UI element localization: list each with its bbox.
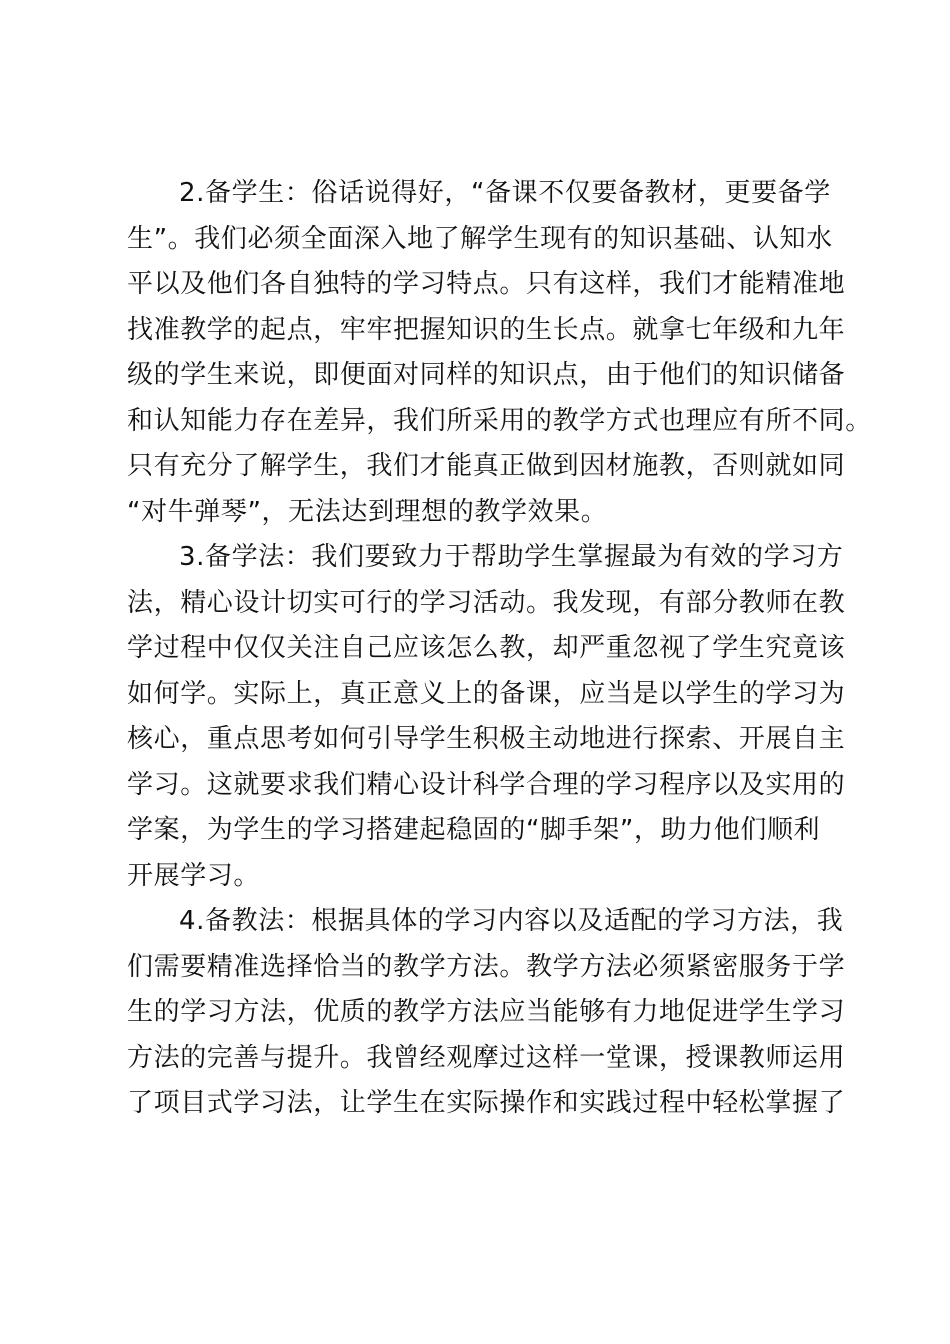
text-line: 了项目式学习法，让学生在实际操作和实践过程中轻松掌握了: [127, 1088, 846, 1118]
text-line: 级的学生来说，即便面对同样的知识点，由于他们的知识储备: [127, 360, 846, 390]
text-line: 核心，重点思考如何引导学生积极主动地进行探索、开展自主: [127, 724, 846, 754]
text-line: 2.备学生：俗话说得好，“备课不仅要备教材，更要备学: [179, 178, 831, 208]
paragraph-bei-xuesheng: [127, 171, 872, 535]
paragraph-bei-xuefa: [127, 535, 846, 899]
paragraph-bei-jiaofa: [127, 899, 846, 1127]
document-body: [127, 171, 872, 1127]
text-line: 开展学习。: [127, 860, 261, 891]
text-line: 方法的完善与提升。我曾经观摩过这样一堂课，授课教师运用: [127, 1042, 846, 1073]
text-line: 3.备学法：我们要致力于帮助学生掌握最为有效的学习方: [179, 542, 844, 572]
text-line: 们需要精准选择恰当的教学方法。教学方法必须紧密服务于学: [127, 951, 846, 982]
text-line: “对牛弹琴”，无法达到理想的教学效果。: [127, 496, 608, 527]
text-line: 找准教学的起点，牢牢把握知识的生长点。就拿七年级和九年: [127, 314, 846, 345]
text-line: 学过程中仅仅关注自己应该怎么教，却严重忽视了学生究竟该: [127, 633, 846, 663]
text-line: 4.备教法：根据具体的学习内容以及适配的学习方法，我: [179, 906, 844, 936]
text-line: 如何学。实际上，真正意义上的备课，应当是以学生的学习为: [127, 678, 846, 709]
text-line: 学案，为学生的学习搭建起稳固的“脚手架”，助力他们顺利: [127, 815, 821, 845]
text-line: 法，精心设计切实可行的学习活动。我发现，有部分教师在教: [127, 587, 846, 618]
text-line: 平以及他们各自独特的学习特点。只有这样，我们才能精准地: [127, 269, 846, 299]
text-line: 生”。我们必须全面深入地了解学生现有的知识基础、认知水: [127, 223, 833, 254]
text-line: 和认知能力存在差异，我们所采用的教学方式也理应有所不同。: [127, 405, 872, 436]
text-line: 生的学习方法，优质的教学方法应当能够有力地促进学生学习: [127, 997, 846, 1027]
text-line: 只有充分了解学生，我们才能真正做到因材施教，否则就如同: [127, 451, 846, 481]
text-line: 学习。这就要求我们精心设计科学合理的学习程序以及实用的: [127, 769, 846, 800]
